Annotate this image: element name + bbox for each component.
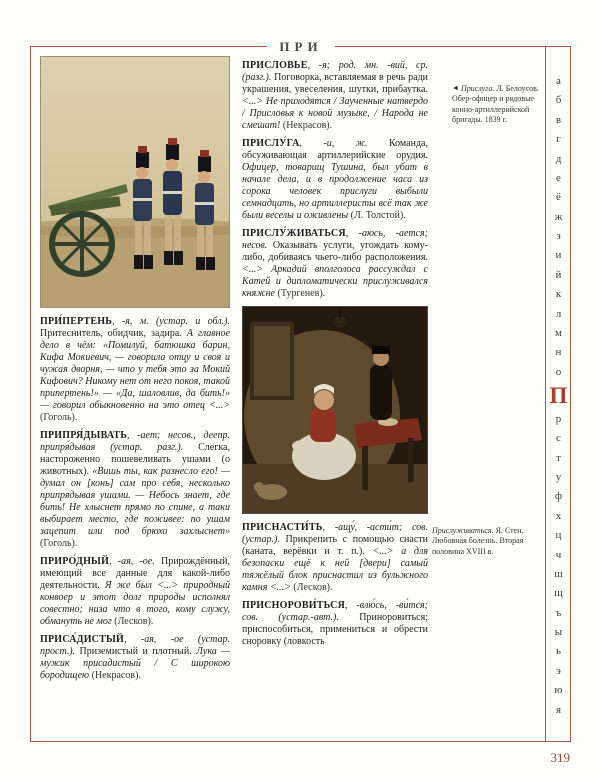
quotation: <...> Аркадий вполголоса рассуждал с Катей и дипломатически прислуживался княжне bbox=[242, 264, 428, 299]
alphabet-letter: я bbox=[555, 703, 562, 716]
alphabet-letter: ы bbox=[554, 626, 563, 639]
alphabet-letter: щ bbox=[554, 587, 563, 600]
grammar-label: , -ая, -ое (устар. прост.). bbox=[40, 634, 230, 657]
alphabet-letter: г bbox=[556, 133, 561, 146]
caption-text: Я. Стен. Любовная болезнь. Вторая половина XVIII в. bbox=[432, 526, 524, 556]
definition: Притеснитель, обидчик, задира. bbox=[40, 328, 182, 339]
alphabet-letter: ю bbox=[554, 684, 563, 697]
soldiers-illustration bbox=[40, 56, 230, 308]
headword: ПРИСА́ДИСТЫЙ bbox=[40, 634, 124, 645]
alphabet-letter: б bbox=[555, 94, 562, 107]
quotation: <...> а для безопаски ещё к ней [двери] самый тяжёлый блок приснастил из бульжного камня <...> bbox=[242, 546, 428, 593]
definition: Приноровиться; приспособиться, примениться и обрести сноровку (ловкость bbox=[242, 612, 428, 647]
grammar-label: , -аюсь, -ается; несов. bbox=[242, 228, 428, 251]
source-label: (Лесков). bbox=[114, 616, 154, 627]
dictionary-entry bbox=[40, 634, 230, 682]
quotation: Я же был <...> природный конвоер и этот долг природы исполнял совестно; низа что в того, кому служу, обмануть не мог bbox=[40, 580, 230, 627]
definition: Прирождённый, имеющий все данные для какой-либо деятельности. bbox=[40, 556, 230, 591]
definition: Слегка, настороженно пошевеливать ушами (о животных). bbox=[40, 442, 230, 477]
painting-illustration bbox=[242, 306, 428, 514]
caption-title: Прислуга. bbox=[460, 84, 495, 93]
headword: ПРИСЛО́ВЬЕ bbox=[242, 60, 308, 71]
definition: Команда, обсуживающая артиллерийские орудия. bbox=[242, 138, 428, 161]
painting-caption bbox=[432, 526, 538, 557]
source-label: (Некрасов). bbox=[91, 670, 141, 681]
grammar-label: , -ает; несов., деепр. припря́дывая (устар. разг.). bbox=[40, 430, 230, 453]
headword: ПРИСЛУ́ГА bbox=[242, 138, 300, 149]
caption-title: Прислуживаться. bbox=[432, 526, 494, 535]
alphabet-letter: к bbox=[555, 288, 562, 301]
running-head-label: ПРИ bbox=[267, 39, 334, 54]
alphabet-letter: о bbox=[555, 365, 562, 378]
dictionary-entry bbox=[40, 316, 230, 424]
dictionary-entry bbox=[242, 522, 428, 594]
grammar-label: , -ая, -ое. bbox=[109, 556, 155, 567]
source-label: (Лесков). bbox=[293, 582, 333, 593]
alphabet-strip bbox=[546, 76, 571, 716]
alphabet-letter: т bbox=[556, 451, 561, 464]
artillery-caption bbox=[452, 84, 540, 126]
grammar-label: , -и, ж. bbox=[299, 138, 368, 149]
alphabet-letter: у bbox=[555, 471, 562, 484]
alphabet-letter: ф bbox=[554, 490, 563, 503]
headword: ПРИСЛУ́ЖИВАТЬСЯ bbox=[242, 228, 346, 239]
dictionary-entry bbox=[242, 600, 428, 648]
headword: ПРИПРЯ́ДЫВАТЬ bbox=[40, 430, 128, 441]
alphabet-letter: ь bbox=[555, 645, 562, 658]
definition: Прикрепить с помощью снасти (каната, верёвки и т. п.). bbox=[242, 534, 428, 557]
caption-text: Л. Белоусов. Обер-офицер и рядовые конно-артиллерийской бригады. 1839 г. bbox=[452, 84, 539, 125]
running-head bbox=[30, 38, 572, 56]
quotation: А главное дело в чём: «Помилуй, батюшка барин, Кифа Мокиевич, — говорила отцу и своя и чужая дворня, — что у тебя это за Мокий Кифович? Никому нет от него покоя, такой припертень!» — «Да, шаловлив, да бить!» — говорил обыкновенно на это отец <...> bbox=[40, 328, 230, 411]
alphabet-letter: ш bbox=[554, 567, 563, 580]
alphabet-letter: с bbox=[556, 432, 561, 445]
source-label: (Тургенев). bbox=[277, 288, 326, 299]
grammar-label: , -я; род. мн. -вий, ср. (разг.). bbox=[242, 60, 428, 83]
alphabet-letter: ё bbox=[556, 191, 561, 204]
dictionary-entry bbox=[40, 556, 230, 628]
dictionary-entry bbox=[242, 138, 428, 222]
alphabet-letter: е bbox=[556, 171, 561, 184]
alphabet-letter: ж bbox=[554, 210, 563, 223]
source-label: (Л. Толстой). bbox=[350, 210, 406, 221]
left-column bbox=[40, 56, 230, 738]
alphabet-letter: и bbox=[555, 249, 562, 262]
alphabet-letter: й bbox=[555, 268, 562, 281]
alphabet-letter: ц bbox=[555, 529, 562, 542]
quotation: <...> Не приходятся / Заученные натвердо / Присловья к новой музыке, / Народа не смешат! bbox=[242, 96, 428, 131]
alphabet-letter: р bbox=[555, 412, 562, 425]
definition: Поговорка, вставляемая в речь ради украшения, увеселения, шутки, прибаутка. bbox=[242, 72, 428, 95]
alphabet-letter: х bbox=[555, 509, 562, 522]
headword: ПРИСНАСТИ́ТЬ bbox=[242, 522, 323, 533]
dictionary-entry bbox=[242, 228, 428, 300]
alphabet-letter: П bbox=[549, 383, 568, 408]
alphabet-letter: в bbox=[555, 113, 562, 126]
headword: ПРИ́ПЕРТЕНЬ bbox=[40, 316, 113, 327]
dictionary-entry bbox=[242, 60, 428, 132]
alphabet-letter: ч bbox=[555, 548, 562, 561]
quotation: Лука — мужик присадистый / С широкою бородищею bbox=[40, 646, 230, 681]
caption-pointer-icon: ◄ bbox=[452, 84, 459, 92]
quotation: «Вишь ты, как разнесло его! — думал он [конь] сам про себя, несколько припрядывая ушами. — Небось знает, где бить! Не хлыснет прямо по спине, а таки выбирает место, где поживее: по ушам зацепит или под брюхо захлыснет» bbox=[40, 466, 230, 537]
source-label: (Гоголь). bbox=[40, 412, 78, 423]
quotation: Офицер, товарищ Тушина, был убит в начале дела, и в продолжение часа из сорока человек прислуги выбыли семнадцать, но артиллеристы всё так же были веселы и оживлены bbox=[242, 162, 428, 221]
alphabet-letter: э bbox=[556, 664, 561, 677]
alphabet-letter: м bbox=[555, 326, 562, 339]
grammar-label: , -ащу́, -асти́т; сов. (устар.). bbox=[242, 522, 428, 545]
alphabet-letter: з bbox=[556, 230, 561, 242]
grammar-label: , -влю́сь, -ви́тся; сов. (устар.-авт.). bbox=[242, 600, 428, 623]
headword: ПРИСНОРОВИ́ТЬСЯ bbox=[242, 600, 345, 611]
grammar-label: , -я, м. (устар. и обл.). bbox=[112, 316, 230, 327]
middle-column bbox=[242, 60, 428, 738]
dictionary-entry bbox=[40, 430, 230, 550]
headword: ПРИРО́ДНЫЙ bbox=[40, 556, 110, 567]
alphabet-letter: л bbox=[555, 307, 562, 320]
alphabet-letter: д bbox=[555, 152, 562, 165]
alphabet-letter: а bbox=[556, 75, 561, 87]
source-label: (Гоголь). bbox=[40, 538, 78, 549]
alphabet-letter: ъ bbox=[555, 606, 562, 619]
definition: Оказывать услуги, угождать кому-либо, добиваясь чьего-либо расположения. bbox=[242, 240, 428, 263]
source-label: (Некрасов). bbox=[282, 120, 333, 131]
definition: Приземистый и плотный. bbox=[79, 646, 192, 657]
alphabet-letter: н bbox=[555, 346, 562, 359]
page-number: 319 bbox=[550, 750, 570, 765]
